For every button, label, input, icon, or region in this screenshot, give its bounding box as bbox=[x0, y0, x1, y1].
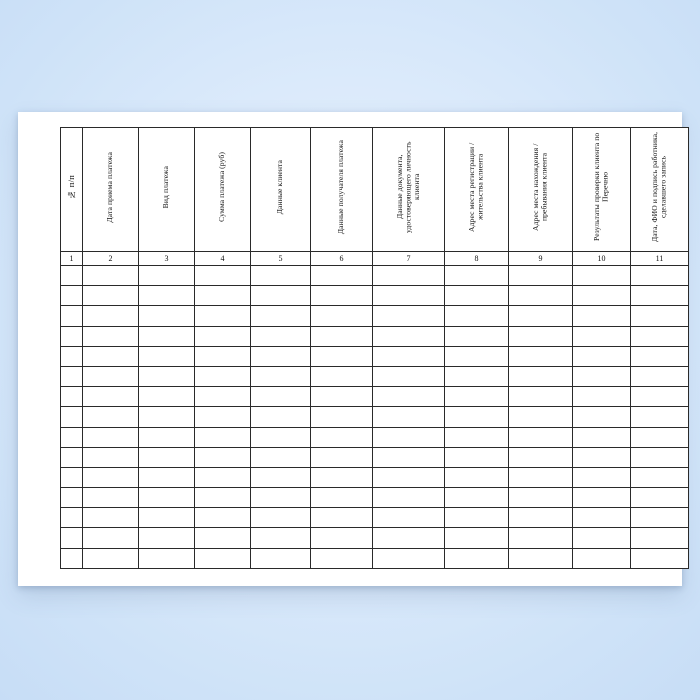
table-cell[interactable] bbox=[573, 326, 631, 346]
column-header-label: Вид платежа bbox=[161, 165, 171, 209]
table-row[interactable] bbox=[61, 366, 689, 386]
table-cell[interactable] bbox=[631, 467, 689, 487]
table-row[interactable] bbox=[61, 508, 689, 528]
table-cell[interactable] bbox=[311, 346, 373, 366]
table-row[interactable] bbox=[61, 467, 689, 487]
table-cell[interactable] bbox=[83, 326, 139, 346]
table-cell[interactable] bbox=[83, 427, 139, 447]
registration-log-table bbox=[60, 127, 689, 569]
table-cell[interactable] bbox=[445, 346, 509, 366]
table-cell[interactable] bbox=[509, 266, 573, 286]
table-cell[interactable] bbox=[373, 528, 445, 548]
table-cell[interactable] bbox=[83, 266, 139, 286]
table-cell[interactable] bbox=[83, 346, 139, 366]
column-number-cell: 1 bbox=[61, 252, 83, 266]
table-cell[interactable] bbox=[631, 387, 689, 407]
table-cell[interactable] bbox=[139, 467, 195, 487]
column-number-cell: 6 bbox=[311, 252, 373, 266]
table-cell[interactable] bbox=[445, 427, 509, 447]
table-cell[interactable] bbox=[311, 447, 373, 467]
table-cell[interactable] bbox=[311, 326, 373, 346]
table-cell[interactable] bbox=[195, 306, 251, 326]
table-cell[interactable] bbox=[445, 508, 509, 528]
table-cell[interactable] bbox=[509, 548, 573, 568]
table-cell[interactable] bbox=[61, 548, 83, 568]
table-cell[interactable] bbox=[139, 306, 195, 326]
table-cell[interactable] bbox=[509, 528, 573, 548]
column-number-cell: 7 bbox=[373, 252, 445, 266]
table-cell[interactable] bbox=[195, 326, 251, 346]
table-cell[interactable] bbox=[373, 306, 445, 326]
table-cell[interactable] bbox=[195, 266, 251, 286]
table-cell[interactable] bbox=[61, 447, 83, 467]
table-cell[interactable] bbox=[373, 508, 445, 528]
table-cell[interactable] bbox=[573, 488, 631, 508]
table-cell[interactable] bbox=[631, 508, 689, 528]
table-cell[interactable] bbox=[509, 467, 573, 487]
table-row[interactable] bbox=[61, 528, 689, 548]
table-row[interactable] bbox=[61, 548, 689, 568]
table-cell[interactable] bbox=[83, 366, 139, 386]
table-cell[interactable] bbox=[251, 286, 311, 306]
column-header-2 bbox=[83, 128, 139, 252]
column-number-cell: 3 bbox=[139, 252, 195, 266]
column-header-label: № п/п bbox=[66, 175, 76, 199]
table-cell[interactable] bbox=[61, 407, 83, 427]
table-cell[interactable] bbox=[445, 326, 509, 346]
table-cell[interactable] bbox=[573, 548, 631, 568]
table-cell[interactable] bbox=[311, 427, 373, 447]
table-cell[interactable] bbox=[61, 366, 83, 386]
table-cell[interactable] bbox=[631, 447, 689, 467]
table-cell[interactable] bbox=[83, 548, 139, 568]
column-header-label: Данные клиента bbox=[275, 159, 285, 215]
table-cell[interactable] bbox=[83, 488, 139, 508]
table-cell[interactable] bbox=[373, 286, 445, 306]
table-cell[interactable] bbox=[139, 528, 195, 548]
table-cell[interactable] bbox=[195, 346, 251, 366]
table-cell[interactable] bbox=[195, 467, 251, 487]
table-cell[interactable] bbox=[445, 306, 509, 326]
column-number-cell: 10 bbox=[573, 252, 631, 266]
table-cell[interactable] bbox=[509, 508, 573, 528]
table-row[interactable] bbox=[61, 326, 689, 346]
table-cell[interactable] bbox=[61, 528, 83, 548]
column-header-label: Данные документа, удостоверяющего личность клиента bbox=[394, 141, 421, 233]
table-cell[interactable] bbox=[311, 407, 373, 427]
table-cell[interactable] bbox=[509, 366, 573, 386]
table-cell[interactable] bbox=[509, 286, 573, 306]
table-cell[interactable] bbox=[195, 528, 251, 548]
table-cell[interactable] bbox=[139, 427, 195, 447]
table-cell[interactable] bbox=[311, 366, 373, 386]
table-cell[interactable] bbox=[373, 266, 445, 286]
table-cell[interactable] bbox=[139, 548, 195, 568]
table-cell[interactable] bbox=[139, 266, 195, 286]
column-header-10 bbox=[573, 128, 631, 252]
column-number-cell: 11 bbox=[631, 252, 689, 266]
table-cell[interactable] bbox=[373, 387, 445, 407]
table-cell[interactable] bbox=[573, 467, 631, 487]
table-cell[interactable] bbox=[251, 266, 311, 286]
table-row[interactable] bbox=[61, 266, 689, 286]
table-cell[interactable] bbox=[573, 286, 631, 306]
table-cell[interactable] bbox=[445, 548, 509, 568]
column-header-3 bbox=[139, 128, 195, 252]
table-row[interactable] bbox=[61, 427, 689, 447]
table-cell[interactable] bbox=[573, 528, 631, 548]
column-header-label: Результаты проверки клиента по Перечню bbox=[592, 132, 610, 242]
table-cell[interactable] bbox=[311, 286, 373, 306]
table-cell[interactable] bbox=[573, 366, 631, 386]
table-cell[interactable] bbox=[631, 548, 689, 568]
table-cell[interactable] bbox=[573, 306, 631, 326]
table-cell[interactable] bbox=[83, 286, 139, 306]
table-cell[interactable] bbox=[311, 488, 373, 508]
table-cell[interactable] bbox=[631, 528, 689, 548]
table-cell[interactable] bbox=[195, 366, 251, 386]
column-header-4 bbox=[195, 128, 251, 252]
form-table-container bbox=[60, 127, 668, 539]
table-cell[interactable] bbox=[251, 467, 311, 487]
table-cell[interactable] bbox=[509, 407, 573, 427]
table-cell[interactable] bbox=[251, 326, 311, 346]
table-cell[interactable] bbox=[445, 407, 509, 427]
table-cell[interactable] bbox=[139, 326, 195, 346]
column-number-cell: 9 bbox=[509, 252, 573, 266]
table-cell[interactable] bbox=[373, 447, 445, 467]
table-cell[interactable] bbox=[373, 366, 445, 386]
table-cell[interactable] bbox=[195, 508, 251, 528]
table-cell[interactable] bbox=[61, 346, 83, 366]
table-cell[interactable] bbox=[631, 266, 689, 286]
table-cell[interactable] bbox=[509, 387, 573, 407]
table-cell[interactable] bbox=[311, 508, 373, 528]
table-cell[interactable] bbox=[251, 488, 311, 508]
table-cell[interactable] bbox=[61, 508, 83, 528]
column-header-label: Данные получателя платежа bbox=[336, 139, 346, 235]
table-cell[interactable] bbox=[139, 387, 195, 407]
table-header-row bbox=[61, 128, 689, 252]
table-cell[interactable] bbox=[139, 366, 195, 386]
table-cell[interactable] bbox=[83, 447, 139, 467]
table-cell[interactable] bbox=[573, 508, 631, 528]
column-header-9 bbox=[509, 128, 573, 252]
table-cell[interactable] bbox=[311, 528, 373, 548]
table-cell[interactable] bbox=[445, 286, 509, 306]
table-cell[interactable] bbox=[139, 508, 195, 528]
table-cell[interactable] bbox=[195, 427, 251, 447]
table-cell[interactable] bbox=[61, 387, 83, 407]
table-cell[interactable] bbox=[251, 387, 311, 407]
column-header-label: Адрес места нахождения / пребывания клиента bbox=[531, 143, 549, 231]
table-numbering-row bbox=[61, 252, 689, 266]
table-row[interactable] bbox=[61, 407, 689, 427]
table-cell[interactable] bbox=[311, 387, 373, 407]
table-cell[interactable] bbox=[139, 407, 195, 427]
table-cell[interactable] bbox=[631, 427, 689, 447]
table-cell[interactable] bbox=[573, 427, 631, 447]
table-cell[interactable] bbox=[631, 286, 689, 306]
table-cell[interactable] bbox=[195, 407, 251, 427]
table-cell[interactable] bbox=[83, 467, 139, 487]
table-cell[interactable] bbox=[83, 528, 139, 548]
table-cell[interactable] bbox=[631, 326, 689, 346]
table-cell[interactable] bbox=[311, 266, 373, 286]
table-cell[interactable] bbox=[251, 407, 311, 427]
column-header-label: Адрес места регистрации / жительства клиента bbox=[467, 142, 485, 232]
table-cell[interactable] bbox=[445, 467, 509, 487]
table-cell[interactable] bbox=[251, 306, 311, 326]
table-cell[interactable] bbox=[573, 407, 631, 427]
table-cell[interactable] bbox=[445, 528, 509, 548]
table-cell[interactable] bbox=[445, 366, 509, 386]
column-number-cell: 8 bbox=[445, 252, 509, 266]
table-cell[interactable] bbox=[61, 306, 83, 326]
table-row[interactable] bbox=[61, 346, 689, 366]
table-cell[interactable] bbox=[373, 548, 445, 568]
table-cell[interactable] bbox=[509, 326, 573, 346]
table-cell[interactable] bbox=[509, 488, 573, 508]
table-cell[interactable] bbox=[83, 508, 139, 528]
column-number-cell: 4 bbox=[195, 252, 251, 266]
table-cell[interactable] bbox=[573, 387, 631, 407]
table-cell[interactable] bbox=[61, 488, 83, 508]
table-row[interactable] bbox=[61, 387, 689, 407]
table-cell[interactable] bbox=[509, 447, 573, 467]
table-cell[interactable] bbox=[195, 548, 251, 568]
table-cell[interactable] bbox=[83, 407, 139, 427]
table-cell[interactable] bbox=[631, 306, 689, 326]
table-row[interactable] bbox=[61, 286, 689, 306]
column-header-7 bbox=[373, 128, 445, 252]
table-cell[interactable] bbox=[61, 467, 83, 487]
column-header-label: Дата приема платежа bbox=[105, 151, 115, 223]
table-cell[interactable] bbox=[631, 346, 689, 366]
table-cell[interactable] bbox=[373, 326, 445, 346]
table-cell[interactable] bbox=[445, 488, 509, 508]
paper-sheet bbox=[18, 112, 682, 586]
column-header-8 bbox=[445, 128, 509, 252]
column-number-cell: 2 bbox=[83, 252, 139, 266]
table-cell[interactable] bbox=[373, 407, 445, 427]
table-cell[interactable] bbox=[445, 266, 509, 286]
table-cell[interactable] bbox=[195, 387, 251, 407]
table-cell[interactable] bbox=[573, 346, 631, 366]
table-cell[interactable] bbox=[373, 427, 445, 447]
table-cell[interactable] bbox=[251, 528, 311, 548]
table-cell[interactable] bbox=[83, 387, 139, 407]
table-cell[interactable] bbox=[311, 467, 373, 487]
table-cell[interactable] bbox=[195, 488, 251, 508]
table-cell[interactable] bbox=[139, 488, 195, 508]
table-cell[interactable] bbox=[139, 346, 195, 366]
table-cell[interactable] bbox=[61, 266, 83, 286]
table-cell[interactable] bbox=[373, 467, 445, 487]
table-cell[interactable] bbox=[61, 286, 83, 306]
table-cell[interactable] bbox=[139, 286, 195, 306]
column-number-cell: 5 bbox=[251, 252, 311, 266]
table-cell[interactable] bbox=[509, 346, 573, 366]
table-cell[interactable] bbox=[251, 346, 311, 366]
column-header-label: Дата, ФИО и подпись работника, сделавшего запись bbox=[650, 131, 668, 243]
table-cell[interactable] bbox=[61, 326, 83, 346]
column-header-11 bbox=[631, 128, 689, 252]
table-cell[interactable] bbox=[311, 548, 373, 568]
table-cell[interactable] bbox=[573, 266, 631, 286]
column-header-1 bbox=[61, 128, 83, 252]
table-cell[interactable] bbox=[631, 366, 689, 386]
column-header-6 bbox=[311, 128, 373, 252]
table-cell[interactable] bbox=[631, 407, 689, 427]
table-row[interactable] bbox=[61, 306, 689, 326]
column-header-5 bbox=[251, 128, 311, 252]
table-cell[interactable] bbox=[373, 346, 445, 366]
table-cell[interactable] bbox=[251, 508, 311, 528]
table-cell[interactable] bbox=[195, 447, 251, 467]
table-cell[interactable] bbox=[573, 447, 631, 467]
table-cell[interactable] bbox=[83, 306, 139, 326]
table-cell[interactable] bbox=[195, 286, 251, 306]
table-cell[interactable] bbox=[61, 427, 83, 447]
table-cell[interactable] bbox=[251, 366, 311, 386]
table-cell[interactable] bbox=[373, 488, 445, 508]
table-cell[interactable] bbox=[251, 548, 311, 568]
table-row[interactable] bbox=[61, 447, 689, 467]
table-cell[interactable] bbox=[509, 427, 573, 447]
table-cell[interactable] bbox=[445, 387, 509, 407]
table-cell[interactable] bbox=[509, 306, 573, 326]
table-cell[interactable] bbox=[251, 427, 311, 447]
table-row[interactable] bbox=[61, 488, 689, 508]
table-cell[interactable] bbox=[251, 447, 311, 467]
column-header-label: Сумма платежа (руб) bbox=[217, 152, 227, 222]
table-cell[interactable] bbox=[139, 447, 195, 467]
table-cell[interactable] bbox=[631, 488, 689, 508]
table-cell[interactable] bbox=[445, 447, 509, 467]
table-cell[interactable] bbox=[311, 306, 373, 326]
